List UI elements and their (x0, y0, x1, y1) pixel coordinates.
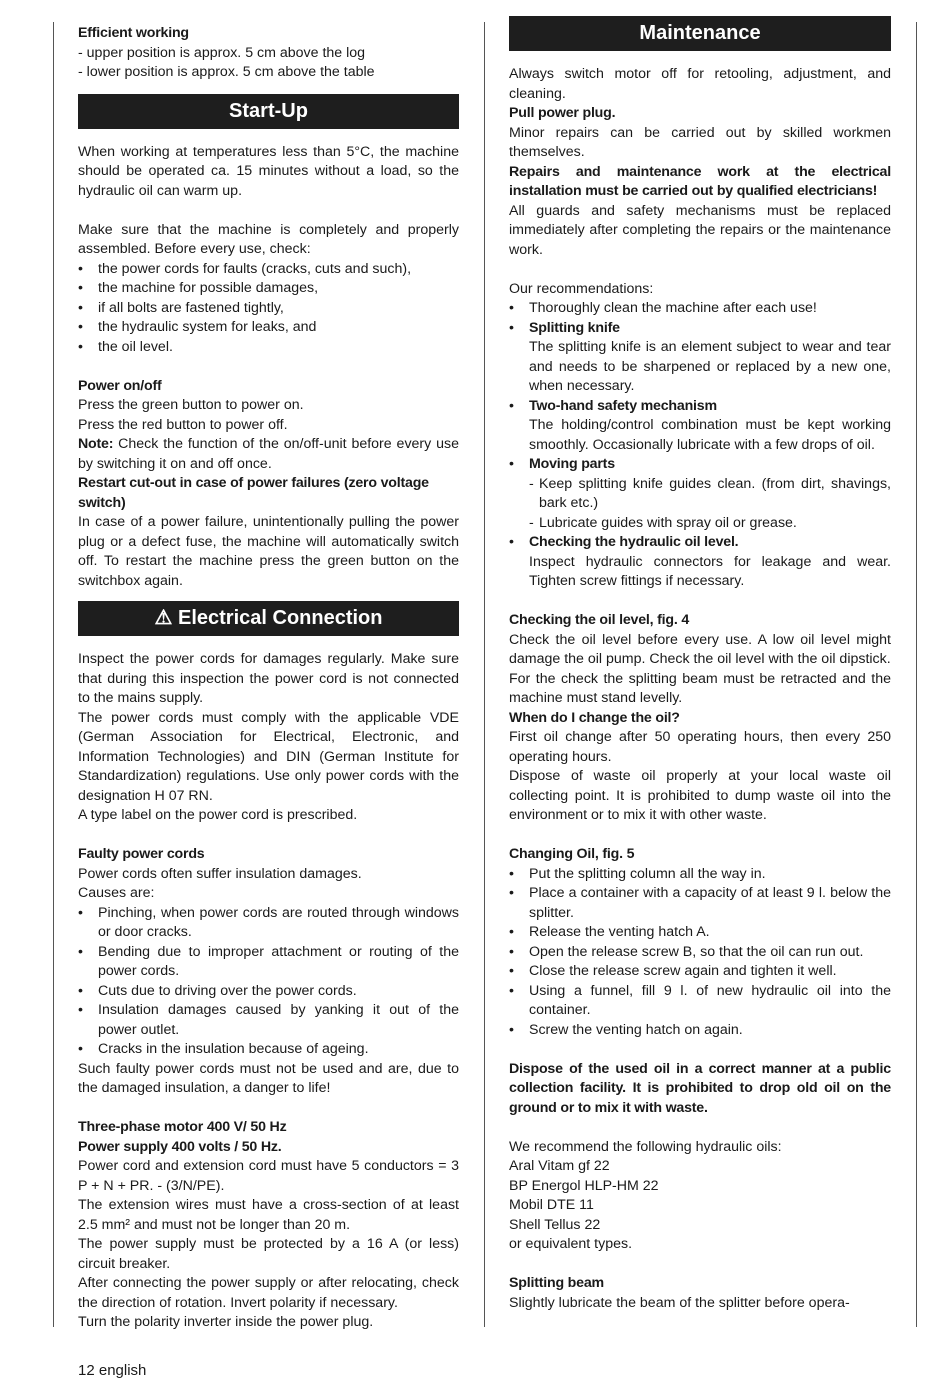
splitting-beam-text: Slightly lubricate the beam of the splitter before opera- (509, 1294, 850, 1311)
power-on-text: Press the green button to power on. (78, 397, 304, 413)
list-item: • the power cords for faults (cracks, cuts and such), (78, 260, 459, 280)
faulty-end: Such faulty power cords must not be used and are, due to the damaged insulation, a danger to life! (78, 1060, 459, 1096)
startup-intro: When working at temperatures less than 5°C, the machine should be operated ca. 15 minutes without a load, so the hydraulic oil can warm up. (78, 143, 459, 199)
motor-heading-1: Three-phase motor 400 V/ 50 Hz (78, 1119, 287, 1135)
list-item (509, 533, 891, 592)
maintenance-p1: Always switch motor off for retooling, adjustment, and cleaning. (509, 66, 891, 102)
list-item (509, 319, 891, 397)
moving-parts-list (529, 475, 891, 534)
list-item: • Place a container with a capacity of at least 9 l. below the splitter. (509, 884, 891, 923)
electrical-p3: A type label on the power cord is prescribed. (78, 807, 358, 823)
electrical-title: Electrical Connection (178, 607, 383, 629)
power-heading: Power on/off (78, 377, 162, 394)
page-footer: 12 english (78, 1362, 147, 1379)
left-margin-rule (53, 22, 54, 1327)
list-item: - Lubricate guides with spray oil or grease. (529, 514, 891, 534)
motor-p4: After connecting the power supply or after relocating, check the direction of rotation. Invert polarity if necessary. (78, 1275, 459, 1311)
motor-p2: The extension wires must have a cross-section of at least 2.5 mm² and must not be longer than 20 m. (78, 1197, 459, 1233)
list-item: • Pinching, when power cords are routed through windows or door cracks. (78, 904, 459, 943)
left-column (78, 24, 459, 1333)
warning-icon: ⚠ (154, 607, 173, 629)
rec-two-hand-title: • Two-hand safety mechanism (529, 397, 717, 414)
oil-change-question: When do I change the oil? (509, 709, 680, 726)
electrical-p1: Inspect the power cords for damages regularly. Make sure that during this inspection the power cord is not connected to the mains supply. (78, 651, 459, 706)
list-item (509, 397, 891, 456)
rec-moving-parts-title: • Moving parts (529, 456, 615, 472)
oil-change-p1: First oil change after 50 operating hours, then every 250 operating hours. (509, 729, 891, 765)
splitting-beam-heading: Splitting beam (509, 1275, 604, 1291)
changing-oil-heading: Changing Oil, fig. 5 (509, 846, 635, 862)
oil-level-heading: Checking the oil level, fig. 4 (509, 612, 690, 628)
efficient-working-heading: Efficient working (78, 25, 189, 41)
right-margin-rule (916, 22, 917, 1327)
motor-heading-2: Power supply 400 volts / 50 Hz. (78, 1138, 282, 1155)
oil-change-p2: Dispose of waste oil properly at your local waste oil collecting point. It is prohibited to dump waste oil into the environment or to mix it with other waste. (509, 768, 891, 823)
causes-list (78, 904, 459, 1060)
oils-intro: We recommend the following hydraulic oils: (509, 1138, 782, 1155)
column-divider-rule (484, 22, 485, 1327)
list-item: • Thoroughly clean the machine after each use! (509, 299, 891, 319)
list-item: • Using a funnel, fill 9 l. of new hydraulic oil into the container. (509, 982, 891, 1021)
list-item: - Keep splitting knife guides clean. (from dirt, shavings, bark etc.) (529, 475, 891, 514)
list-item: • Bending due to improper attachment or routing of the power cords. (78, 943, 459, 982)
list-item: • the machine for possible damages, (78, 279, 459, 299)
list-item: • if all bolts are fastened tightly, (78, 299, 459, 319)
faulty-p1: Power cords often suffer insulation damages. (78, 865, 362, 882)
list-item: • Open the release screw B, so that the oil can run out. (509, 943, 891, 963)
motor-p3: The power supply must be protected by a 16 A (or less) circuit breaker. (78, 1236, 459, 1272)
pull-plug-text: Pull power plug. (509, 105, 616, 121)
list-item: • the oil level. (78, 338, 459, 358)
startup-check-intro: Make sure that the machine is completely and properly assembled. Before every use, check: (78, 221, 459, 257)
maintenance-warning: Repairs and maintenance work at the electrical installation must be carried out by qualified electricians! (509, 163, 891, 199)
efficient-line-2: - lower position is approx. 5 cm above the table (78, 64, 375, 80)
list-item: • Insulation damages caused by yanking it out of the power outlet. (78, 1001, 459, 1040)
note-label: Note: (78, 436, 114, 452)
dispose-warning: Dispose of the used oil in a correct manner at a public collection facility. It is prohibited to drop old oil on the ground or to mix it with waste. (509, 1060, 891, 1116)
efficient-line-1: - upper position is approx. 5 cm above the log (78, 44, 366, 61)
recommendations-list (509, 299, 891, 592)
rec-two-hand-text: The holding/control combination must be kept working smoothly. Occasionally lubricate with a few drops of oil. (529, 417, 891, 453)
electrical-p2: The power cords must comply with the applicable VDE (German Association for Electrical, Electronic, and Information Technologies) and DIN (German Institute for Standardization) regulations. Use only power cords with the designation H 07 RN. (78, 709, 459, 804)
rec-hydraulic-title: • Checking the hydraulic oil level. (529, 534, 739, 550)
motor-p5: Turn the polarity inverter inside the power plug. (78, 1314, 374, 1330)
startup-check-list (78, 260, 459, 358)
oil-level-p2: For the check the splitting beam must be retracted and the machine must stand levelly. (509, 670, 891, 706)
rec-splitting-knife-text: The splitting knife is an element subject to wear and tear and needs to be sharpened or replaced by a new one, when necessary. (529, 339, 891, 394)
list-item: • Close the release screw again and tighten it well. (509, 962, 891, 982)
faulty-p2: Causes are: (78, 885, 155, 901)
maintenance-p3: All guards and safety mechanisms must be replaced immediately after completing the repairs or the maintenance work. (509, 202, 891, 258)
list-item: • Cracks in the insulation because of ageing. (78, 1040, 459, 1060)
motor-p1: Power cord and extension cord must have 5 conductors = 3 P + N + PR. - (3/N/PE). (78, 1158, 459, 1194)
electrical-heading-bar (78, 601, 459, 636)
list-item (509, 455, 891, 533)
list-item: • Screw the venting hatch on again. (509, 1021, 891, 1041)
list-item: • Cuts due to driving over the power cords. (78, 982, 459, 1002)
startup-heading-bar: Start-Up (78, 94, 459, 129)
oil-item: BP Energol HLP-HM 22 (509, 1177, 659, 1194)
list-item: • the hydraulic system for leaks, and (78, 318, 459, 338)
maintenance-p2: Minor repairs can be carried out by skilled workmen themselves. (509, 124, 891, 160)
rec-hydraulic-text: Inspect hydraulic connectors for leakage and wear. Tighten screw fittings if necessary. (529, 553, 891, 589)
oil-item: Aral Vitam gf 22 (509, 1158, 610, 1174)
oils-end: or equivalent types. (509, 1236, 633, 1252)
list-item: • Put the splitting column all the way in. (509, 865, 891, 885)
recommendations-intro: Our recommendations: (509, 280, 654, 297)
right-column (509, 16, 891, 1313)
oil-item: Mobil DTE 11 (509, 1197, 594, 1213)
list-item: • Release the venting hatch A. (509, 923, 891, 943)
changing-oil-list (509, 865, 891, 1041)
note-paragraph (78, 435, 459, 474)
faulty-heading: Faulty power cords (78, 846, 205, 862)
power-off-text: Press the red button to power off. (78, 416, 288, 433)
note-text: Check the function of the on/off-unit before every use by switching it on and off once. (78, 436, 459, 472)
oil-item: Shell Tellus 22 (509, 1216, 601, 1233)
rec-splitting-knife-title: • Splitting knife (529, 319, 620, 336)
restart-text: In case of a power failure, unintentionally pulling the power plug or a defect fuse, the machine will automatically switch off. To restart the machine press the green button on the switchbox again. (78, 514, 459, 589)
oil-level-p1: Check the oil level before every use. A low oil level might damage the oil pump. Check the oil level with the oil dipstick. (509, 631, 891, 667)
maintenance-heading-bar: Maintenance (509, 16, 891, 51)
restart-heading: Restart cut-out in case of power failures (zero voltage switch) (78, 475, 429, 511)
